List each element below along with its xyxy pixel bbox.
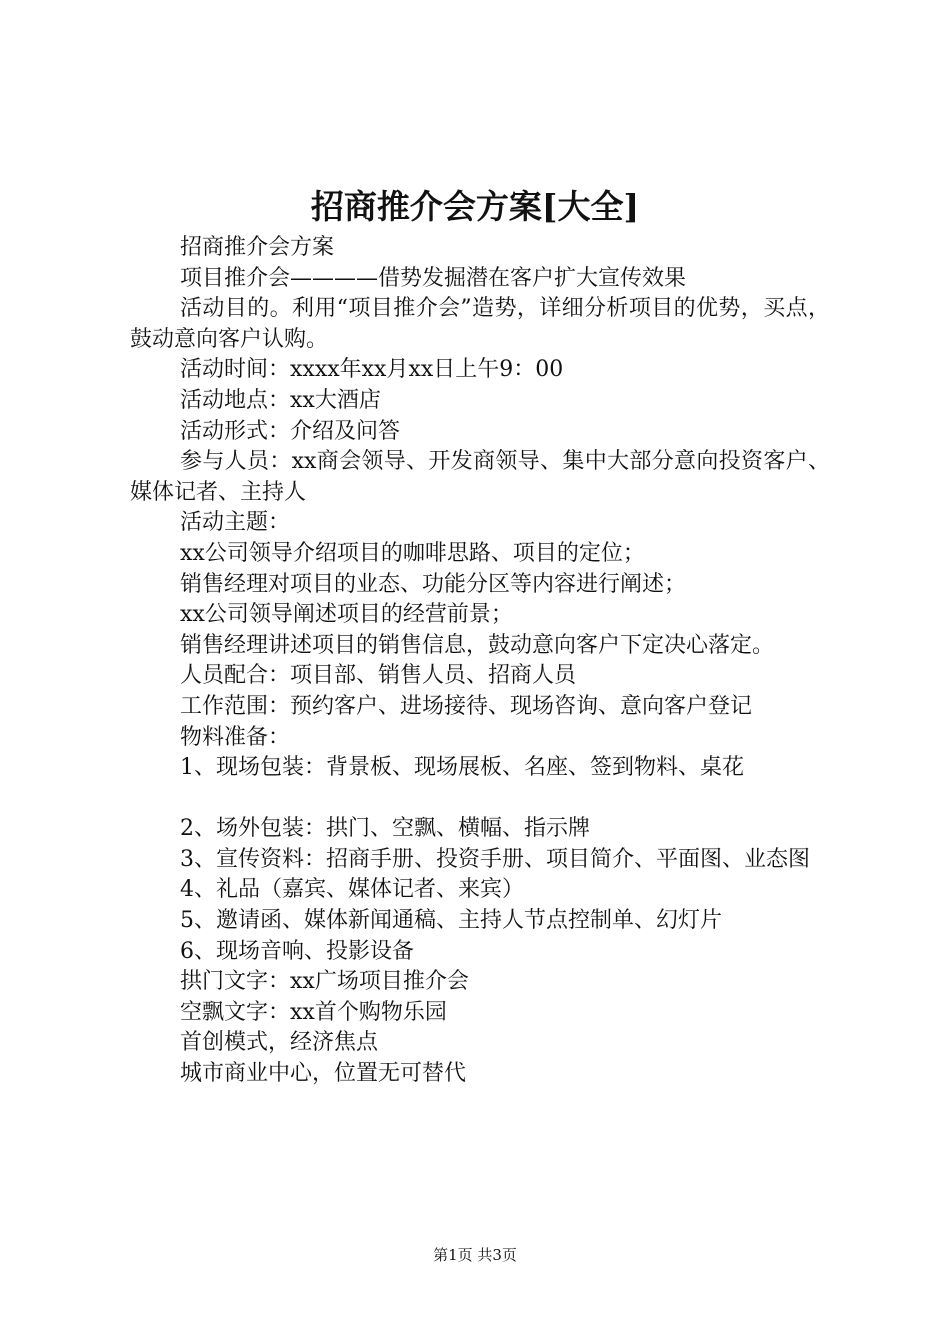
paragraph: 5、邀请函、媒体新闻通稿、主持人节点控制单、幻灯片 <box>180 908 722 934</box>
paragraph: 空飘文字：xx首个购物乐园 <box>180 999 447 1025</box>
page-footer: 第1页 共3页 <box>433 1246 517 1264</box>
paragraph: 销售经理讲述项目的销售信息，鼓动意向客户下定决心落定。 <box>180 632 775 658</box>
paragraph: 参与人员：xx商会领导、开发商领导、集中大部分意向投资客户、媒体记者、主持人 <box>130 449 830 505</box>
blank-line <box>130 784 830 815</box>
paragraph: 活动形式：介绍及问答 <box>180 418 401 444</box>
paragraph: 活动主题： <box>180 510 291 536</box>
paragraph: 销售经理对项目的业态、功能分区等内容进行阐述； <box>180 571 687 597</box>
paragraph: 拱门文字：xx广场项目推介会 <box>180 969 469 995</box>
paragraph: 6、现场音响、投影设备 <box>180 938 414 964</box>
paragraph: 3、宣传资料：招商手册、投资手册、项目简介、平面图、业态图 <box>180 846 810 872</box>
paragraph: xx公司领导阐述项目的经营前景； <box>180 602 513 628</box>
paragraph: 招商推介会方案 <box>180 235 335 260</box>
paragraph: 活动目的。利用“项目推介会”造势，详细分析项目的优势，买点，鼓动意向客户认购。 <box>130 296 830 352</box>
paragraph: 首创模式，经济焦点 <box>180 1030 379 1056</box>
document-title: 招商推介会方案[大全] <box>310 187 640 226</box>
paragraph: 人员配合：项目部、销售人员、招商人员 <box>180 663 577 689</box>
paragraph: 活动时间：xxxx年xx月xx日上午9：00 <box>180 357 564 383</box>
paragraph: 1、现场包装：背景板、现场展板、名座、签到物料、桌花 <box>180 755 744 781</box>
paragraph: 城市商业中心，位置无可替代 <box>180 1061 467 1087</box>
document-body <box>130 233 830 1090</box>
paragraph: 项目推介会————借势发掘潜在客户扩大宣传效果 <box>180 265 687 291</box>
paragraph: 工作范围：预约客户、进场接待、现场咨询、意向客户登记 <box>180 693 753 719</box>
paragraph: 4、礼品（嘉宾、媒体记者、来宾） <box>180 877 524 903</box>
paragraph: 活动地点：xx大酒店 <box>180 387 381 413</box>
paragraph: 2、场外包装：拱门、空飘、横幅、指示牌 <box>180 816 590 842</box>
paragraph: 物料准备： <box>180 724 291 750</box>
paragraph: xx公司领导介绍项目的咖啡思路、项目的定位； <box>180 540 645 566</box>
